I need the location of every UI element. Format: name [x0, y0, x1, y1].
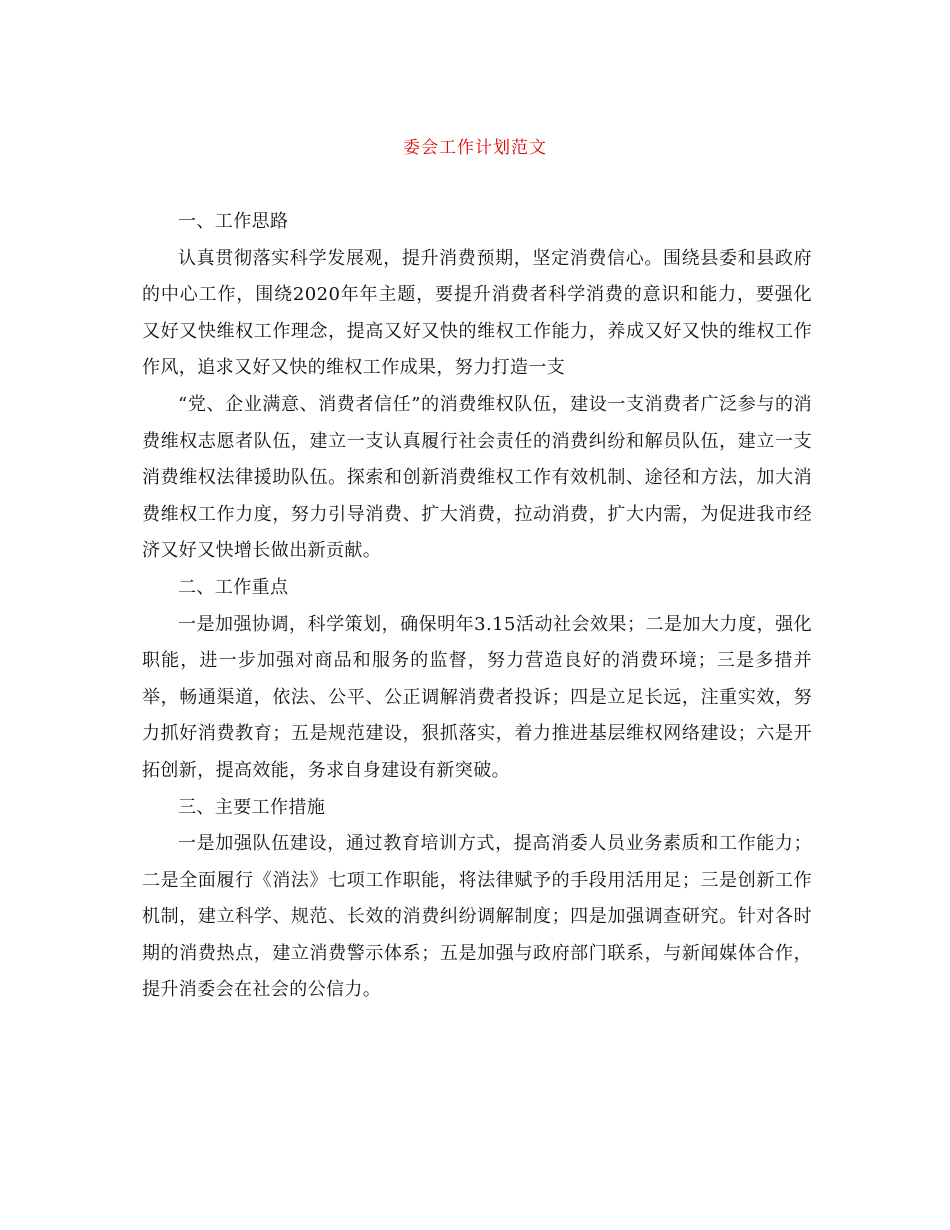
- section-heading-main-measures: 三、主要工作措施: [178, 796, 326, 818]
- document-title: 委会工作计划范文: [403, 138, 547, 158]
- paragraph-work-approach: 认真贯彻落实科学发展观，提升消费预期，坚定消费信心。围绕县委和县政府的中心工作，围绕2020年年主题，要提升消费者科学消费的意识和能力，要强化又好又快维权工作理念，提高又好又快的维权工作能力，养成又好又快的维权工作作风，追求又好又快的维权工作成果，努力打造一支: [142, 247, 812, 379]
- paragraph-main-measures: 一是加强队伍建设，通过教育培训方式，提高消委人员业务素质和工作能力；二是全面履行《消法》七项工作职能，将法律赋予的手段用活用足；三是创新工作机制，建立科学、规范、长效的消费纠纷调解制度；四是加强调查研究。针对各时期的消费热点，建立消费警示体系；五是加强与政府部门联系，与新闻媒体合作，提升消委会在社会的公信力。: [142, 833, 812, 1001]
- paragraph-team-building: “党、企业满意、消费者信任”的消费维权队伍，建设一支消费者广泛参与的消费维权志愿者队伍，建立一支认真履行社会责任的消费纠纷和解员队伍，建立一支消费维权法律援助队伍。探索和创新消费维权工作有效机制、途径和方法，加大消费维权工作力度，努力引导消费、扩大消费，拉动消费，扩大内需，为促进我市经济又好又快增长做出新贡献。: [142, 393, 812, 562]
- paragraph-work-focus: 一是加强协调，科学策划，确保明年3.15活动社会效果；二是加大力度，强化职能，进一步加强对商品和服务的监督，努力营造良好的消费环境；三是多措并举，畅通渠道，依法、公平、公正调解消费者投诉；四是立足长远，注重实效，努力抓好消费教育；五是规范建设，狠抓落实，着力推进基层维权网络建设；六是开拓创新，提高效能，务求自身建设有新突破。: [142, 613, 812, 781]
- section-heading-work-approach: 一、工作思路: [178, 211, 289, 232]
- section-heading-work-focus: 二、工作重点: [178, 576, 289, 598]
- document-body: [142, 204, 812, 1009]
